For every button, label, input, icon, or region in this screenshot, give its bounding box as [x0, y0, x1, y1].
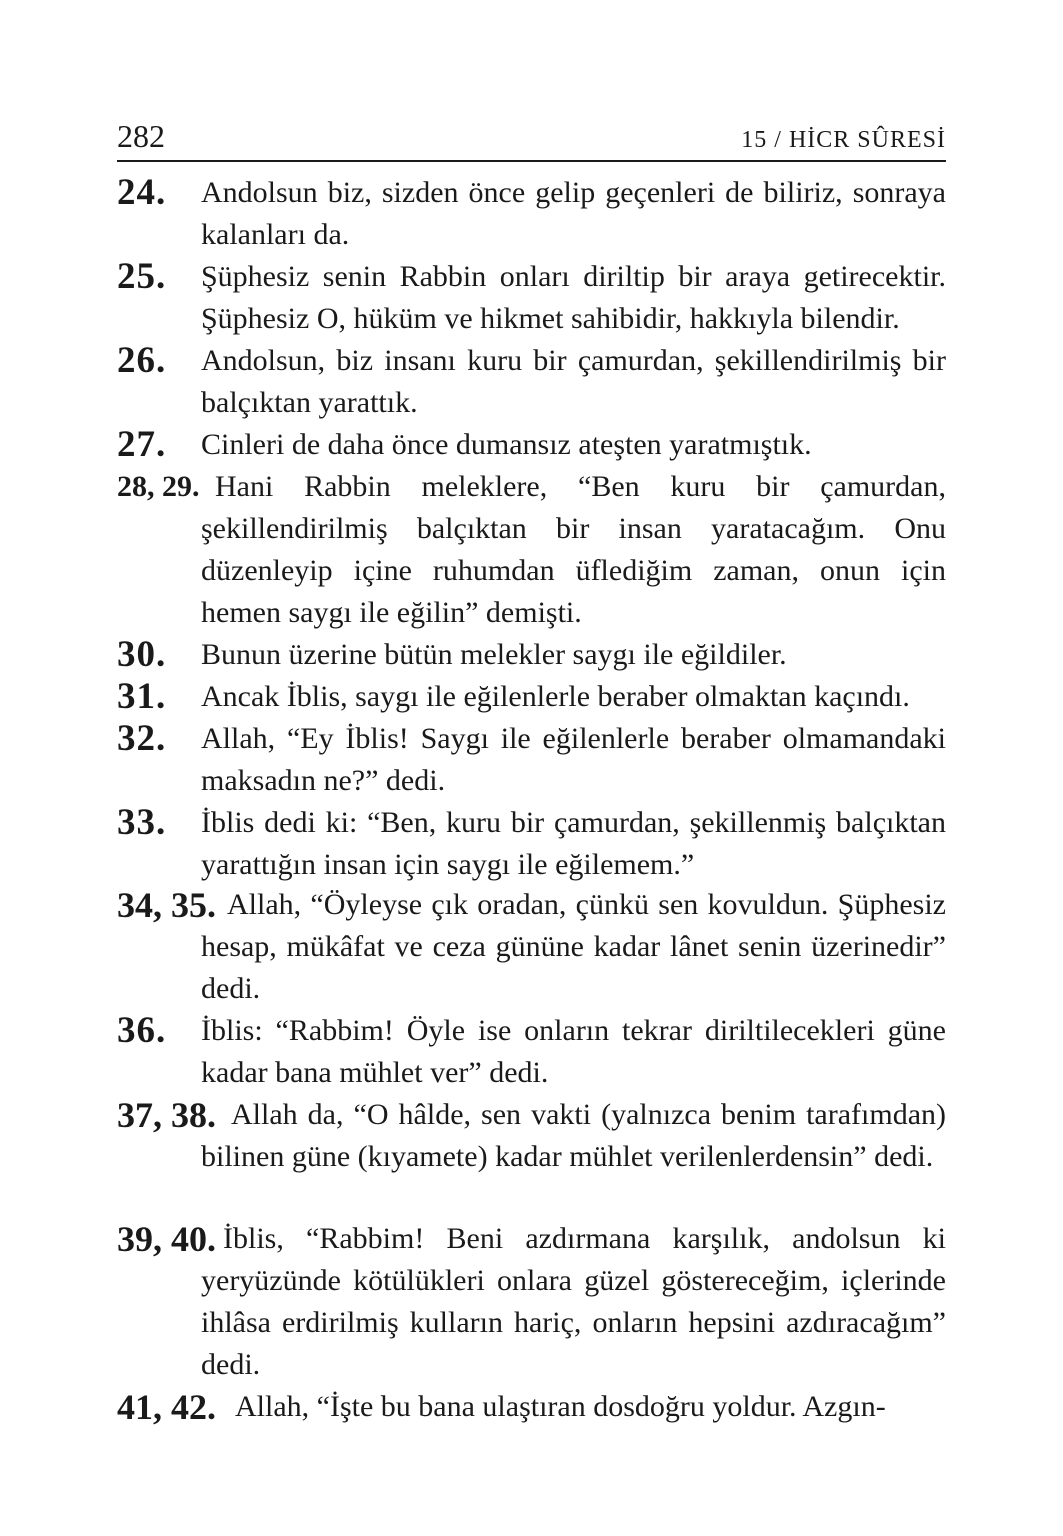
verse-text: Cinleri de daha önce dumansız ateşten yaratmıştık. [201, 428, 812, 461]
verse-number: 27. [117, 424, 167, 465]
verse-37-38 [117, 1094, 946, 1178]
verse-text: Andolsun biz, sizden önce gelip geçenleri de biliriz, sonraya kalanları da. [201, 176, 946, 251]
verse-number: 28, 29. [117, 470, 200, 503]
verse-text: Allah da, “O hâlde, sen vakti (yalnızca benim tarafımdan) bilinen güne (kıyamete) kadar mühlet verilenlerdensin” dedi. [201, 1098, 946, 1173]
verse-text: Ancak İblis, saygı ile eğilenlerle beraber olmaktan kaçındı. [201, 680, 910, 713]
verse-number: 25. [117, 256, 167, 297]
verse-31 [117, 676, 946, 718]
verse-32 [117, 718, 946, 802]
verse-number: 32. [117, 718, 167, 759]
verse-28-29 [117, 466, 946, 634]
verse-39-40 [117, 1218, 946, 1386]
page-number: 282 [117, 118, 165, 154]
verse-text: Andolsun, biz insanı kuru bir çamurdan, şekillendirilmiş bir balçıktan yarattık. [201, 344, 946, 419]
verse-text: Allah, “İşte bu bana ulaştıran dosdoğru yoldur. Azgın- [235, 1390, 886, 1423]
verse-text: Şüphesiz senin Rabbin onları diriltip bir araya getirecektir. Şüphesiz O, hüküm ve hikmet sahibidir, hakkıyla bilendir. [201, 260, 946, 335]
verse-36 [117, 1010, 946, 1094]
verse-26 [117, 340, 946, 424]
verse-number: 39, 40. [117, 1219, 216, 1259]
verse-number: 36. [117, 1010, 167, 1051]
verse-text: Allah, “Öyleyse çık oradan, çünkü sen kovuldun. Şüphesiz hesap, mükâfat ve ceza gününe kadar lânet senin üzerinedir” dedi. [201, 888, 946, 1005]
verse-number: 37, 38. [117, 1095, 216, 1135]
verse-number: 41, 42. [117, 1387, 216, 1427]
verse-34-35 [117, 884, 946, 1010]
surah-title: 15 / HİCR SÛRESİ [741, 127, 946, 153]
verse-text: Allah, “Ey İblis! Saygı ile eğilenlerle beraber olmamandaki maksadın ne?” dedi. [201, 722, 946, 797]
verse-text: İblis: “Rabbim! Öyle ise onların tekrar diriltilecekleri güne kadar bana mühlet ver” dedi. [201, 1014, 946, 1089]
verse-number: 24. [117, 172, 167, 213]
verse-24 [117, 172, 946, 256]
page-header [117, 118, 946, 162]
verse-30 [117, 634, 946, 676]
verse-text: Hani Rabbin meleklere, “Ben kuru bir çamurdan, şekillendirilmiş balçıktan bir insan yaratacağım. Onu düzenleyip içine ruhumdan üflediğim zaman, onun için hemen saygı ile eğilin” demişti. [201, 470, 946, 629]
verse-text: İblis dedi ki: “Ben, kuru bir çamurdan, şekillenmiş balçıktan yarattığın insan için saygı ile eğilemem.” [201, 806, 946, 881]
verse-41-42 [117, 1386, 946, 1428]
verse-27 [117, 424, 946, 466]
verse-text: İblis, “Rabbim! Beni azdırmana karşılık, andolsun ki yeryüzünde kötülükleri onlara güzel göstereceğim, içlerinde ihlâsa erdirilmiş kulların hariç, onların hepsini azdıracağım” dedi. [201, 1222, 946, 1381]
verse-25 [117, 256, 946, 340]
verse-number: 33. [117, 802, 167, 843]
verse-number: 31. [117, 676, 167, 717]
verse-number: 30. [117, 634, 167, 675]
verse-text: Bunun üzerine bütün melekler saygı ile eğildiler. [201, 638, 787, 671]
verse-number: 34, 35. [117, 885, 216, 925]
verse-33 [117, 802, 946, 886]
verse-number: 26. [117, 340, 167, 381]
